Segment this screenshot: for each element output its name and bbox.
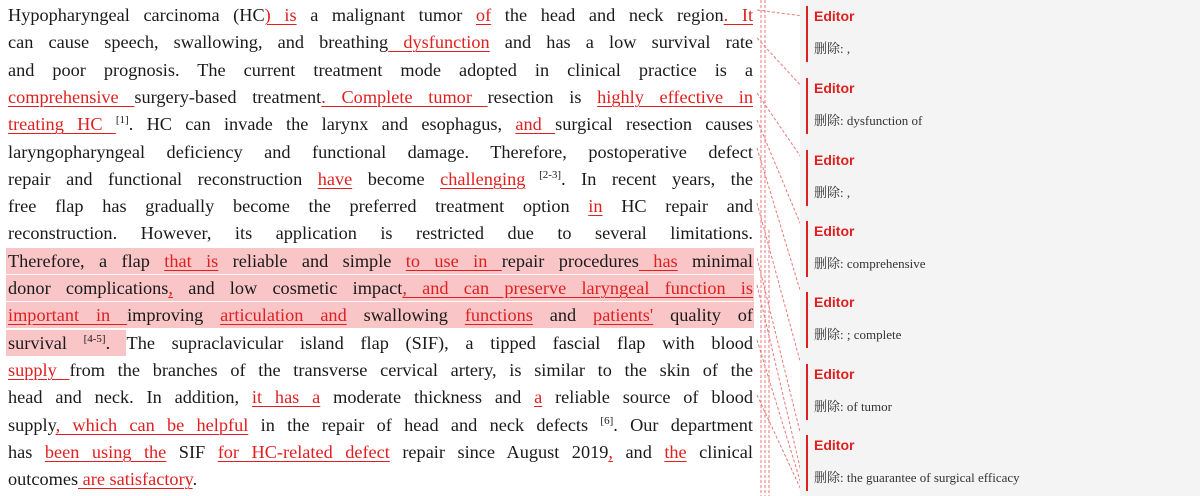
text-run: repair procedures [501, 250, 639, 271]
text-line[interactable] [8, 111, 753, 138]
comment-connectors [755, 0, 805, 496]
text-run: reconstruction. However, its application is restricted due to several limitations. [8, 223, 753, 244]
text-run: Therefore, a flap [8, 250, 165, 271]
text-run: quality of [653, 305, 753, 326]
comment-card[interactable] [806, 290, 1186, 350]
comment-bar [806, 78, 808, 134]
tracked-insertion: ) is [264, 5, 297, 25]
text-line[interactable] [8, 29, 753, 56]
citation-superscript: [1] [115, 114, 129, 127]
text-run: supply [8, 414, 56, 435]
text-line[interactable] [8, 220, 753, 247]
text-run: SIF [166, 441, 218, 462]
text-run: minimal [677, 250, 753, 271]
tracked-insertion: a [534, 387, 543, 408]
tracked-insertion: are satisfactory [78, 469, 193, 490]
comment-bar [806, 292, 808, 348]
text-run: from the branches of the transverse cervical artery, is similar to the skin of the [69, 359, 753, 380]
comment-bar [806, 6, 808, 62]
tracked-insertion: of [475, 5, 492, 25]
text-line[interactable] [8, 466, 753, 493]
tracked-insertion: it has a [251, 387, 321, 408]
comment-card[interactable] [806, 4, 1186, 64]
text-run: surgery-based treatment [134, 86, 322, 107]
text-run: resection is [487, 86, 598, 107]
tracked-insertion: supply [8, 359, 70, 380]
text-line[interactable] [8, 412, 753, 439]
text-line[interactable] [8, 139, 753, 166]
tracked-insertion: articulation and [220, 305, 347, 326]
comment-deletion-text: 删除: , [814, 41, 851, 56]
tracked-insertion: that is [164, 250, 219, 271]
text-run: and has a low survival rate [489, 32, 754, 53]
tracked-insertion: . Complete tumor [321, 86, 488, 107]
tracked-insertion: . It [723, 5, 754, 25]
text-run: . In recent years, the [561, 168, 753, 189]
text-run: free flap has gradually become the preferred treatment option [8, 196, 589, 217]
citation-superscript: [2-3] [525, 168, 562, 181]
text-run: moderate thickness and [320, 387, 535, 408]
text-run: donor complications [8, 278, 169, 298]
text-line[interactable] [8, 2, 753, 29]
comment-card[interactable] [806, 148, 1186, 208]
text-run: repair and functional reconstruction [8, 168, 318, 189]
text-run: laryngopharyngeal deficiency and functional damage. Therefore, postoperative defect [8, 141, 753, 162]
tracked-insertion: for HC-related defect [217, 441, 390, 462]
text-run: improving [127, 305, 221, 326]
comment-author: Editor [814, 152, 855, 168]
text-run: . The supraclavicular island flap (SIF), a tipped fascial flap with blood [105, 332, 753, 353]
comment-deletion-text: 删除: of tumor [814, 399, 892, 414]
text-run: has [8, 441, 45, 462]
comment-bar [806, 435, 808, 491]
text-run: HC repair and [602, 196, 753, 217]
text-line[interactable] [8, 275, 753, 302]
text-line[interactable] [8, 248, 753, 275]
citation-superscript: [6] [600, 414, 614, 427]
text-run: reliable and simple [218, 250, 406, 271]
comment-card[interactable] [806, 433, 1186, 493]
comment-card[interactable] [806, 76, 1186, 136]
text-run: . HC can invade the larynx and esophagus, [128, 114, 516, 135]
comment-deletion-text: 删除: dysfunction of [814, 113, 923, 128]
text-run: can cause speech, swallowing, and breathing [8, 32, 389, 53]
tracked-insertion: comprehensive [8, 86, 135, 107]
tracked-insertion: the [664, 441, 687, 462]
text-run: become [352, 168, 441, 189]
text-run: . Our department [613, 414, 754, 435]
comment-author: Editor [814, 437, 855, 453]
tracked-insertion: functions [464, 305, 533, 326]
text-run: and low cosmetic impact [173, 278, 403, 298]
text-line[interactable] [8, 384, 753, 411]
text-line[interactable] [8, 166, 753, 193]
text-line[interactable] [8, 57, 753, 84]
text-line[interactable] [8, 302, 753, 329]
comment-bar [806, 364, 808, 420]
tracked-insertion: , which can be helpful [55, 414, 249, 435]
tracked-insertion: challenging [440, 168, 526, 189]
comment-author: Editor [814, 294, 855, 310]
text-run: and [532, 305, 594, 326]
text-line[interactable] [8, 84, 753, 111]
comment-bar [806, 150, 808, 206]
comment-author: Editor [814, 80, 855, 96]
comment-deletion-text: 删除: ; complete [814, 327, 902, 342]
tracked-insertion: , [608, 441, 613, 462]
tracked-insertion: in [588, 196, 603, 217]
comment-author: Editor [814, 366, 855, 382]
comment-author: Editor [814, 223, 855, 239]
text-line[interactable] [8, 330, 753, 357]
comment-card[interactable] [806, 219, 1186, 279]
text-run: repair since August 2019 [389, 441, 609, 462]
comment-card[interactable] [806, 362, 1186, 422]
tracked-insertion: has [638, 250, 678, 271]
text-run: and poor prognosis. The current treatment mode adopted in clinical practice is a [8, 59, 753, 80]
text-run: Hypopharyngeal carcinoma (HC [8, 5, 265, 25]
tracked-insertion: to use in [405, 250, 502, 271]
tracked-insertion: treating HC [8, 114, 116, 135]
text-run: in the repair of head and neck defects [248, 414, 601, 435]
text-run: head and neck. In addition, [8, 387, 252, 408]
text-run: the head and neck region [491, 5, 724, 25]
text-run: reliable source of blood [542, 387, 753, 408]
text-line[interactable] [8, 193, 753, 220]
text-run: clinical [686, 441, 753, 462]
text-run: a malignant tumor [296, 5, 476, 25]
text-run: survival [8, 332, 84, 353]
text-run: outcomes [8, 469, 79, 490]
text-line[interactable] [8, 357, 753, 384]
tracked-insertion: , and can preserve laryngeal function is [402, 278, 753, 298]
comment-author: Editor [814, 8, 855, 24]
tracked-insertion: have [317, 168, 353, 189]
comment-deletion-text: 删除: comprehensive [814, 256, 926, 271]
tracked-insertion: highly effective in [597, 86, 754, 107]
tracked-insertion: and [515, 114, 556, 135]
citation-superscript: [4-5] [83, 332, 106, 345]
text-run: and [612, 441, 665, 462]
tracked-insertion: dysfunction [388, 32, 490, 53]
comment-bar [806, 221, 808, 277]
text-run: . [192, 469, 198, 490]
text-run: swallowing [346, 305, 465, 326]
tracked-insertion: patients' [593, 305, 654, 326]
tracked-insertion: been using the [44, 441, 167, 462]
comment-deletion-text: 删除: , [814, 185, 851, 200]
text-line[interactable] [8, 439, 753, 466]
comment-deletion-text: 删除: the guarantee of surgical efficacy [814, 470, 1020, 485]
tracked-insertion: important in [8, 305, 128, 326]
text-run: surgical resection causes [555, 114, 753, 135]
tracked-insertion: , [168, 278, 173, 298]
